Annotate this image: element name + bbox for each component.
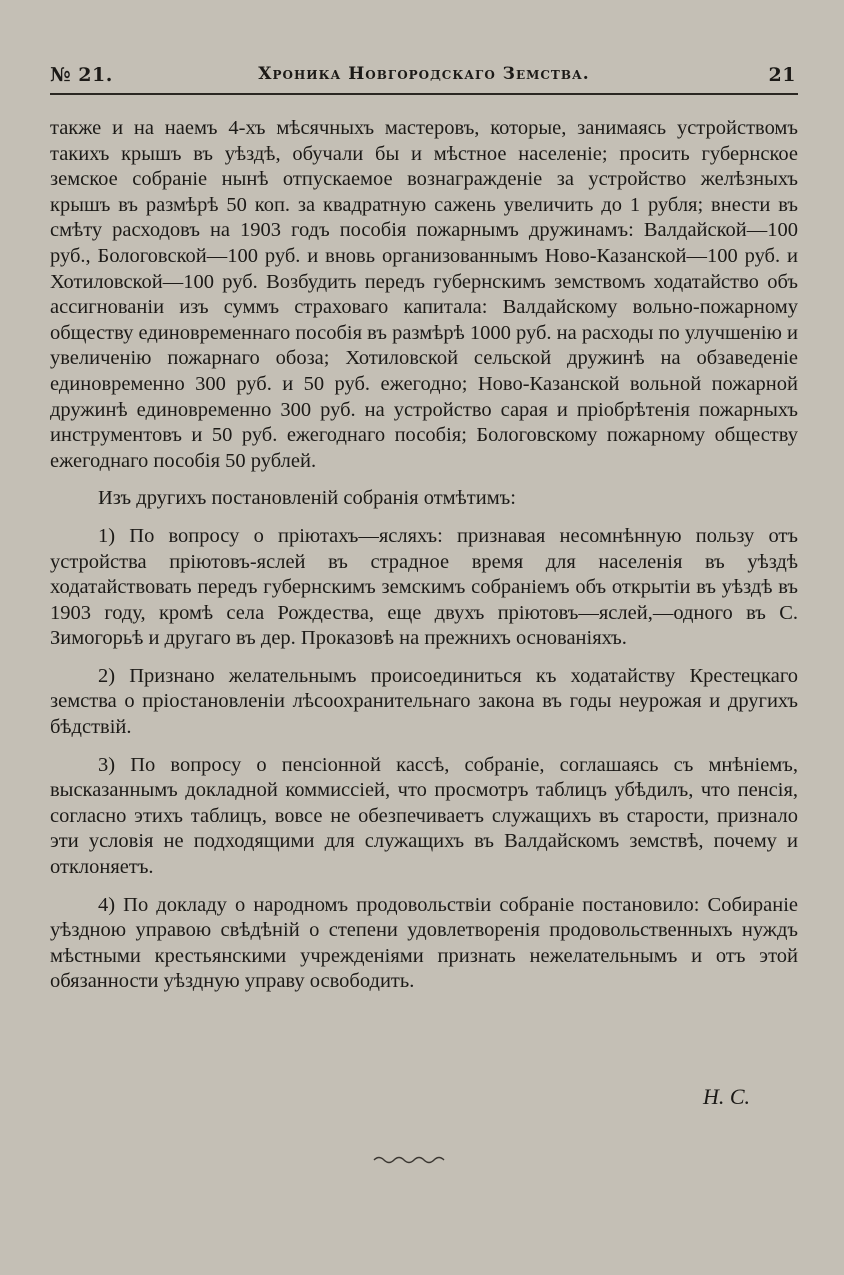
running-title: Хроника Новгородскаго Земства.: [258, 64, 590, 84]
page-header: [50, 62, 798, 88]
paragraph-continuation: также и на наемъ 4-хъ мѣсячныхъ мастеровъ, которые, занимаясь устройствомъ такихъ крышъ въ уѣздѣ, обучали бы и мѣстное населеніе; просить губернское земское собраніе нынѣ отпускаемое вознагражденіе за устройство желѣзныхъ крышъ въ размѣрѣ 50 коп. за квадратную сажень увеличить до 1 рубля; внести въ смѣту расходовъ на 1903 годъ пособія пожарнымъ дружинамъ: Валдайской—100 руб., Бологовской—100 руб. и вновь организованнымъ Ново-Казанской—100 руб. и Хотиловской—100 руб. Возбудить передъ губернскимъ земствомъ ходатайство объ ассигнованіи изъ суммъ страховаго капитала: Валдайскому вольно-пожарному обществу единовременнаго пособія въ размѣрѣ 1000 руб. на расходы по улучшенію и увеличенію пожарнаго обоза; Хотиловской сельской дружинѣ на обзаведеніе единовременно 300 руб. и 50 руб. ежегодно; Ново-Казанской вольной пожарной дружинѣ единовременно 300 руб. на устройство сарая и пріобрѣтенія пожарныхъ инструментовъ и 50 руб. ежегоднаго пособія; Бологовскому пожарному обществу ежегоднаго пособія 50 рублей.: [50, 117, 798, 472]
paragraph-item-1: 1) По вопросу о пріютахъ—ясляхъ: признавая несомнѣнную пользу отъ устройства пріютовъ-яслей въ страдное время для населенія въ уѣздѣ ходатайствовать передъ губернскимъ земскимъ собраніемъ объ открытіи въ уѣздѣ въ 1903 году, кромѣ села Рождества, еще двухъ пріютовъ—яслей,—одного въ С. Зимогорьѣ и другаго въ дер. Проказовѣ на прежнихъ основаніяхъ.: [50, 524, 798, 650]
paragraph-item-2: 2) Признано желательнымъ происоединиться къ ходатайству Крестецкаго земства о пріостановленіи лѣсоохранительнаго закона въ годы неурожая и другихъ бѣдствій.: [50, 664, 798, 739]
paragraph-item-3: 3) По вопросу о пенсіонной кассѣ, собраніе, соглашаясь съ мнѣніемъ, высказаннымъ докладной коммиссіей, что просмотръ таблицъ убѣдилъ, что пенсія, согласно этихъ таблицъ, вовсе не обезпечиваетъ служащихъ въ старости, признало эти условія не подходящими для служащихъ въ Валдайскомъ земствѣ, почему и отклоняетъ.: [50, 753, 798, 879]
end-ornament: [372, 1154, 452, 1166]
paragraph-item-4: 4) По докладу о народномъ продовольствіи собраніе постановило: Собираніе уѣздною управою свѣдѣній о степени удовлетворенія продовольственныхъ нуждъ мѣстными крестьянскими учрежденіями признать нежелательнымъ и отъ этой обязанности уѣздную управу освободить.: [50, 893, 798, 993]
paragraph-intro: Изъ другихъ постановленій собранія отмѣтимъ:: [98, 487, 516, 510]
author-signature: Н. С.: [702, 1084, 750, 1109]
header-rule: [50, 93, 798, 95]
issue-number: № 21.: [50, 64, 113, 86]
page-number: 21: [768, 64, 796, 86]
article-body: [50, 116, 798, 995]
